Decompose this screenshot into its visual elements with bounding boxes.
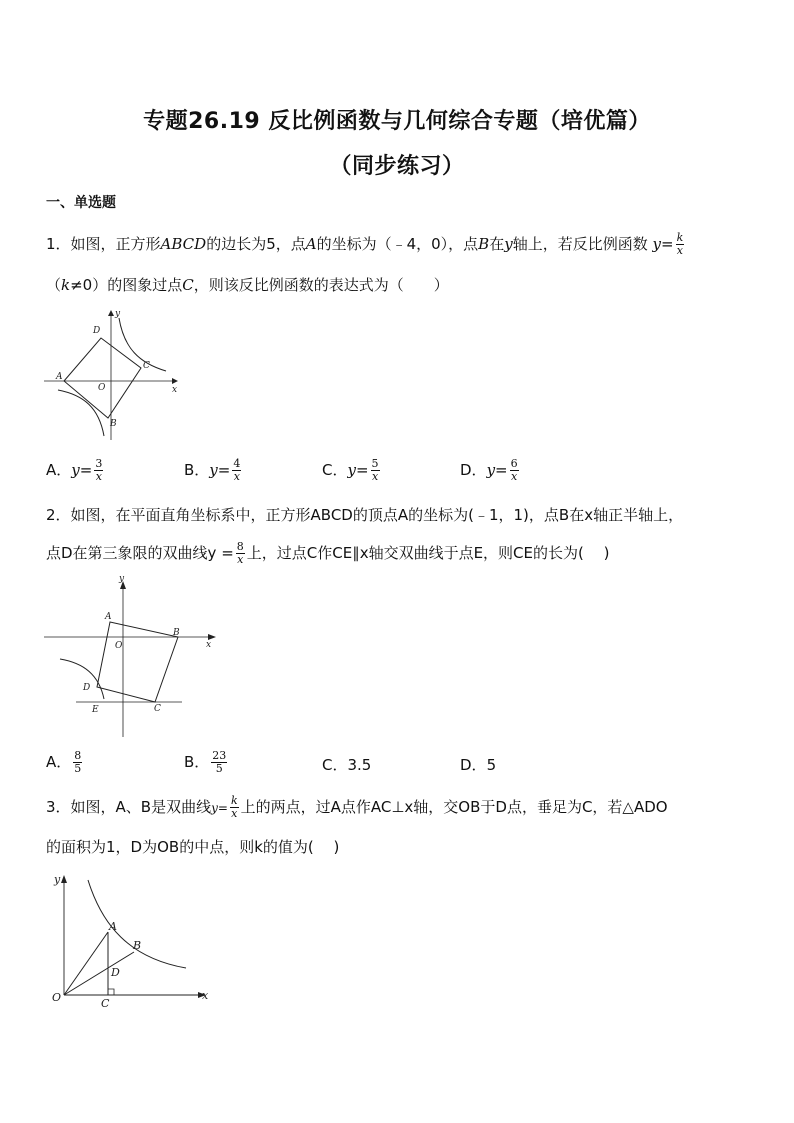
option-letter: C．: [322, 756, 348, 774]
frac-num: 8: [74, 749, 82, 762]
q1-point-c: C: [182, 276, 194, 294]
q3-label-a: A: [109, 920, 117, 933]
q1-point-b: B: [478, 235, 490, 253]
option-text: 3.5: [347, 756, 372, 774]
q2-text-line2: [46, 541, 609, 566]
q3-label-c: C: [101, 997, 110, 1010]
q2-label-d: D: [83, 683, 91, 693]
option-letter: D．: [460, 461, 487, 479]
q3-text-line1: [46, 795, 668, 820]
q1-point-a: A: [305, 235, 317, 253]
option-fraction: [371, 458, 380, 483]
frac-den: x: [95, 470, 102, 483]
q1-label-b: B: [110, 419, 117, 429]
frac-num: 4: [233, 457, 241, 470]
q1-square: [64, 338, 141, 418]
q2-label-o: O: [115, 641, 123, 651]
q3-text: 3．如图，A、B是双曲线: [46, 798, 212, 816]
q2-option-d[interactable]: [460, 754, 496, 775]
q1-text-line2: [46, 274, 449, 295]
frac-den: x: [511, 470, 518, 483]
option-eq: =: [355, 461, 369, 479]
frac-num: 6: [510, 457, 518, 470]
q3-hyperbola: [88, 880, 186, 968]
q3-label-x: x: [202, 989, 209, 1002]
q1-label-d: D: [93, 326, 101, 336]
option-letter: C．: [322, 461, 348, 479]
frac-den: x: [233, 470, 240, 483]
q1-figure: [44, 308, 184, 443]
q1-label-o: O: [98, 383, 106, 393]
q1-text: 1．如图，正方形: [46, 235, 161, 253]
option-fraction: [510, 458, 519, 483]
option-fraction: [73, 750, 82, 775]
q1-x-arrow: [172, 378, 178, 384]
q1-text-line1: [46, 232, 686, 257]
q3-text: 上的两点，过A点作AC⊥x轴，交OB于D点，垂足为C，若△ADO: [240, 798, 668, 816]
frac-num: 23: [212, 749, 227, 762]
q1-label-y: y: [115, 309, 121, 319]
q1-k: k: [61, 276, 71, 294]
q3-func-var: y: [211, 801, 218, 815]
q1-hyperbola-lower: [58, 390, 104, 436]
q1-text: 轴上，若反比例函数: [512, 235, 648, 253]
option-text: 5: [486, 756, 497, 774]
q2-option-c[interactable]: [322, 754, 371, 775]
option-eq: =: [495, 461, 508, 479]
q3-frac-num: k: [230, 794, 238, 807]
q1-label-c: C: [143, 361, 150, 371]
q1-text: ，则该反比例函数的表达式为（ ）: [193, 276, 449, 294]
q1-frac-num: k: [676, 231, 684, 244]
option-letter: A．: [46, 461, 72, 479]
option-letter: D．: [460, 756, 487, 774]
q2-label-e: E: [92, 705, 99, 715]
q2-text-line1: 2．如图，在平面直角坐标系中，正方形ABCD的顶点A的坐标为(﹣1，1)，点B在x轴正半轴上，: [46, 506, 684, 524]
q2-frac-den: x: [237, 553, 244, 566]
q1-text: （: [46, 276, 62, 294]
q2-text: 上，过点C作CE∥x轴交双曲线于点E，则CE的长为( ): [246, 544, 610, 562]
frac-num: 5: [371, 457, 379, 470]
q2-fraction: [236, 541, 245, 566]
q2-text: 点D在第三象限的双曲线y =: [46, 544, 234, 562]
q1-text: 在: [489, 235, 505, 253]
option-letter: A．: [46, 753, 72, 771]
q2-label-y: y: [119, 574, 125, 584]
option-func: y: [486, 461, 496, 479]
q3-y-arrow: [61, 875, 67, 883]
q1-label-x: x: [172, 385, 178, 395]
q2-frac-num: 8: [236, 540, 244, 553]
option-func: y: [347, 461, 356, 479]
option-eq: =: [217, 461, 231, 479]
q1-label-a: A: [56, 372, 63, 382]
q1-square-name: ABCD: [160, 235, 207, 253]
q2-label-c: C: [154, 704, 161, 714]
q1-func-eq: =: [660, 235, 674, 253]
frac-den: x: [371, 470, 379, 483]
q1-fraction: [676, 232, 685, 257]
q3-label-d: D: [111, 966, 120, 979]
q1-axis-y: y: [504, 235, 513, 253]
page-title: 专题26.19 反比例函数与几何综合专题（培优篇）: [143, 109, 651, 134]
frac-den: 5: [215, 762, 223, 775]
q3-right-angle: [108, 989, 114, 995]
q1-option-a[interactable]: [46, 458, 105, 483]
q2-hyperbola: [60, 659, 104, 699]
option-fraction: [94, 458, 103, 483]
q1-y-arrow: [108, 310, 114, 316]
q1-text: 的边长为5，点: [206, 235, 306, 253]
page-subtitle: （同步练习）: [329, 154, 465, 179]
q3-text-line2: 的面积为1，D为OB的中点，则k的值为( ): [46, 838, 340, 856]
q1-text: ≠0）的图象过点: [70, 276, 183, 294]
q2-option-a[interactable]: [46, 750, 84, 775]
q2-label-a: A: [105, 612, 112, 622]
q2-option-b[interactable]: [184, 750, 229, 775]
option-eq: =: [79, 461, 93, 479]
q3-frac-den: x: [231, 807, 238, 820]
q3-line-ob: [64, 952, 134, 995]
option-letter: B．: [184, 461, 210, 479]
q1-option-d[interactable]: [460, 458, 521, 483]
option-fraction: [211, 750, 227, 775]
section-heading: 一、单选题: [46, 195, 116, 211]
q1-option-c[interactable]: [322, 458, 382, 483]
q1-option-b[interactable]: [184, 458, 243, 483]
q1-text: 的坐标为（﹣4，0），点: [316, 235, 479, 253]
q3-label-b: B: [133, 939, 142, 952]
q3-fraction: [230, 795, 239, 820]
q3-label-o: O: [52, 991, 62, 1004]
q2-label-b: B: [173, 628, 180, 638]
option-func: y: [209, 461, 218, 479]
q2-square: [97, 622, 178, 702]
q1-frac-den: x: [676, 244, 683, 257]
frac-num: 3: [95, 457, 103, 470]
q3-line-oa: [64, 932, 108, 995]
q1-func-var: y: [652, 235, 661, 253]
q3-label-y: y: [54, 873, 61, 886]
option-func: y: [71, 461, 80, 479]
q2-label-x: x: [206, 640, 212, 650]
option-letter: B．: [184, 753, 210, 771]
q3-figure: [44, 870, 224, 1010]
q3-func-eq: =: [217, 801, 228, 815]
option-fraction: [232, 458, 241, 483]
q2-figure: [44, 574, 224, 742]
frac-den: 5: [74, 762, 82, 775]
